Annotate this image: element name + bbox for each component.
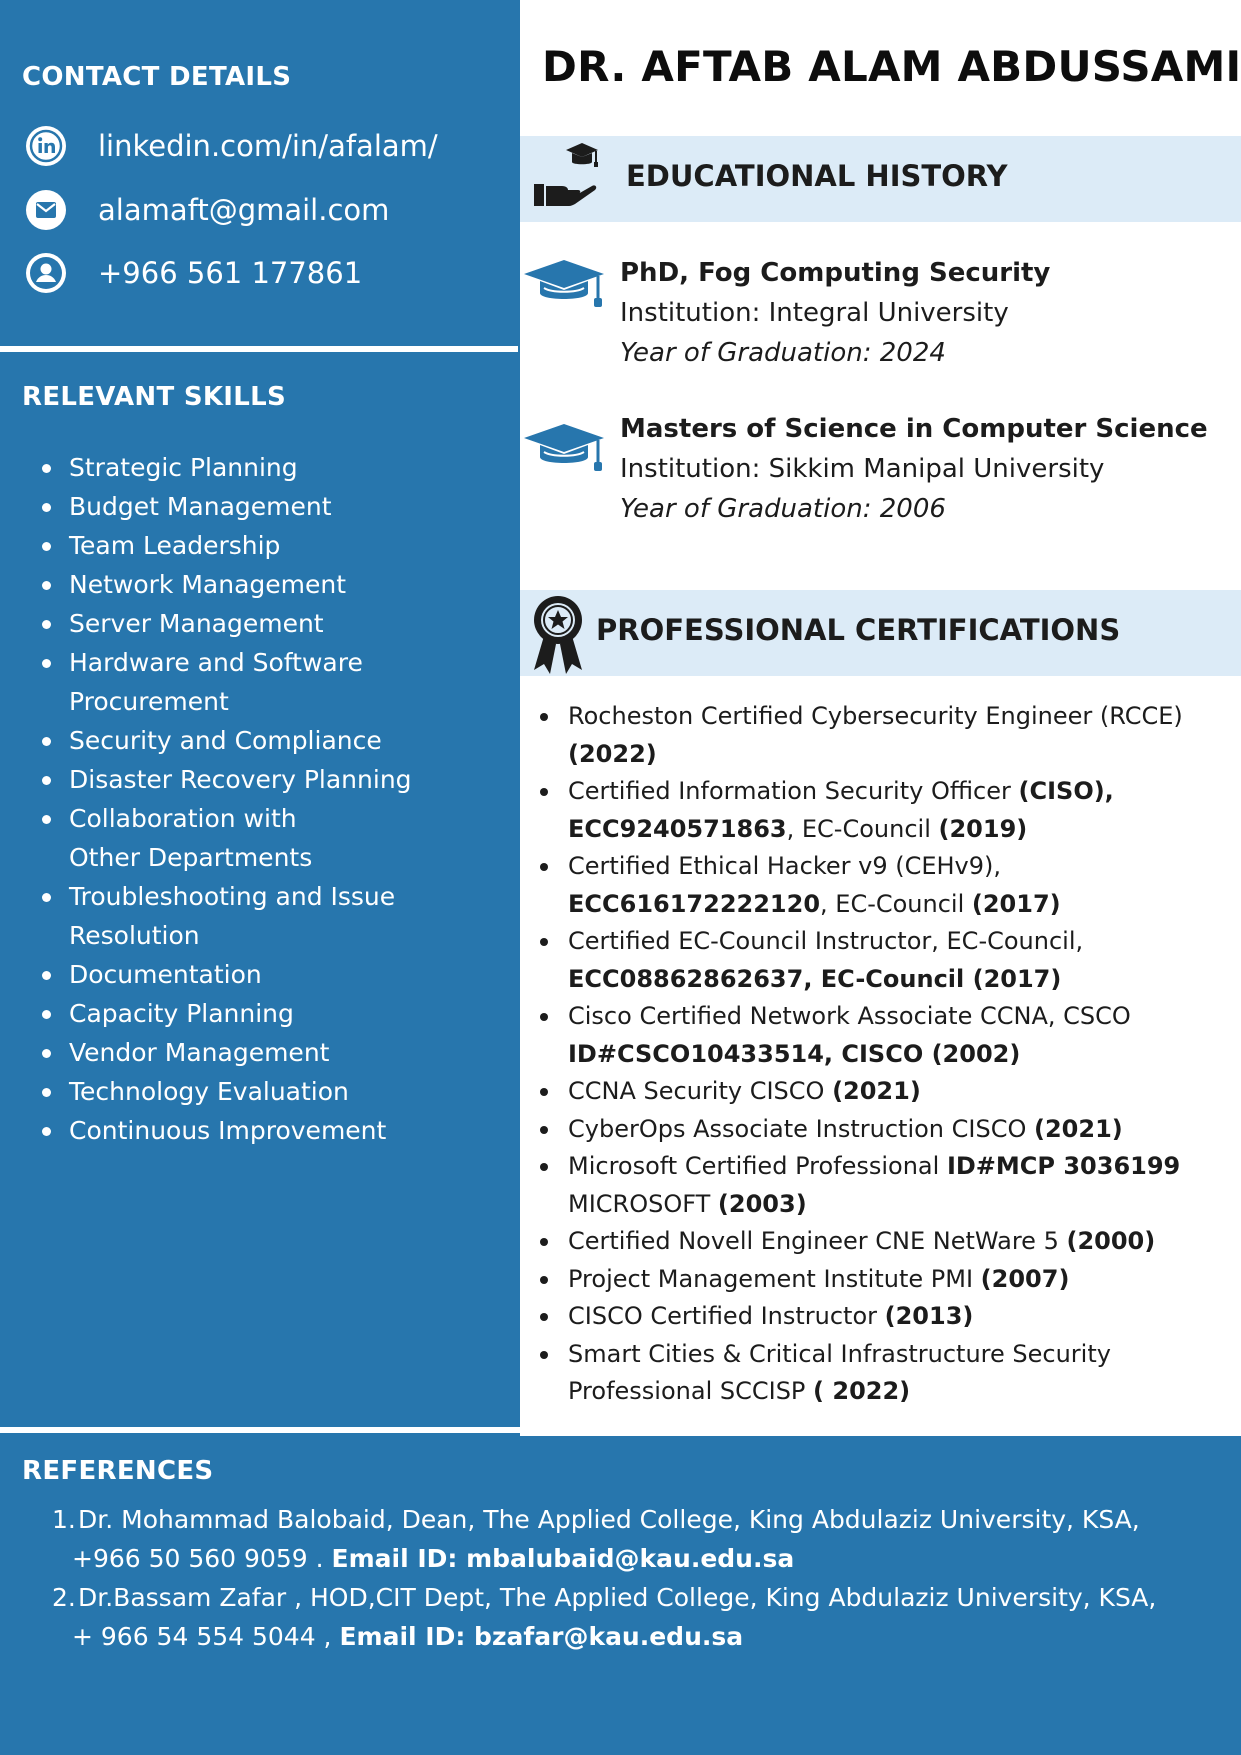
list-item: Team Leadership <box>42 526 512 565</box>
list-item: Network Management <box>42 565 512 604</box>
list-item: Project Management Institute PMI (2007) <box>520 1261 1210 1299</box>
degree-title: PhD, Fog Computing Security <box>620 258 1051 288</box>
email-icon <box>26 190 66 230</box>
contact-email[interactable] <box>26 190 390 230</box>
list-item: Documentation <box>42 955 512 994</box>
list-item: Continuous Improvement <box>42 1111 512 1150</box>
list-item: Strategic Planning <box>42 448 512 487</box>
linkedin-icon <box>26 126 66 166</box>
list-item: Certified Ethical Hacker v9 (CEHv9), ECC616172222120, EC-Council (2017) <box>520 848 1210 923</box>
institution: Institution: Integral University <box>620 298 1009 328</box>
references-divider <box>0 1427 520 1433</box>
award-ribbon-icon <box>528 592 588 676</box>
list-item: Collaboration with Other Departments <box>42 799 372 877</box>
phone-number[interactable]: +966 561 177861 <box>98 256 363 290</box>
references-list <box>52 1500 1232 1656</box>
education-header-band <box>520 136 1241 222</box>
list-item: 2. Dr.Bassam Zafar , HOD,CIT Dept, The Applied College, King Abdulaziz University, KSA, + 966 54 554 5044 , Email ID: bzafar@kau.edu.sa <box>52 1583 1157 1651</box>
list-item: CISCO Certified Instructor (2013) <box>520 1298 1210 1336</box>
certifications-header-band <box>520 590 1241 676</box>
list-item: Technology Evaluation <box>42 1072 512 1111</box>
references-heading: REFERENCES <box>22 1456 214 1486</box>
graduation-year: Year of Graduation: 2024 <box>620 338 946 368</box>
contact-details-heading: CONTACT DETAILS <box>22 62 292 92</box>
person-icon <box>26 253 66 293</box>
list-item: 1. Dr. Mohammad Balobaid, Dean, The Applied College, King Abdulaziz University, KSA, +966 50 560 9059 . Email ID: mbalubaid@kau.edu.sa <box>52 1505 1140 1573</box>
graduation-cap-icon <box>522 422 608 474</box>
linkedin-url[interactable]: linkedin.com/in/afalam/ <box>98 129 438 163</box>
page-title: DR. AFTAB ALAM ABDUSSAMI <box>542 42 1241 91</box>
degree-title: Masters of Science in Computer Science <box>620 414 1208 444</box>
list-item: Capacity Planning <box>42 994 512 1033</box>
list-item: CyberOps Associate Instruction CISCO (2021) <box>520 1111 1210 1149</box>
relevant-skills-heading: RELEVANT SKILLS <box>22 382 287 412</box>
reference-email[interactable]: Email ID: mbalubaid@kau.edu.sa <box>331 1544 795 1573</box>
contact-linkedin[interactable] <box>26 126 438 166</box>
contact-phone[interactable] <box>26 253 363 293</box>
list-item: Budget Management <box>42 487 512 526</box>
list-item: Cisco Certified Network Associate CCNA, CSCO ID#CSCO10433514, CISCO (2002) <box>520 998 1210 1073</box>
list-item: CCNA Security CISCO (2021) <box>520 1073 1210 1111</box>
certifications-list <box>520 698 1210 1411</box>
list-item: Disaster Recovery Planning <box>42 760 512 799</box>
professional-certifications-heading: PROFESSIONAL CERTIFICATIONS <box>596 613 1121 647</box>
institution: Institution: Sikkim Manipal University <box>620 454 1105 484</box>
educational-history-heading: EDUCATIONAL HISTORY <box>626 159 1008 193</box>
list-item: Security and Compliance <box>42 721 512 760</box>
list-item: Certified Novell Engineer CNE NetWare 5 (2000) <box>520 1223 1210 1261</box>
education-hand-icon <box>530 140 610 220</box>
graduation-cap-icon <box>522 258 608 310</box>
list-item: Microsoft Certified Professional ID#MCP 3036199 MICROSOFT (2003) <box>520 1148 1210 1223</box>
list-item: Hardware and Software Procurement <box>42 643 372 721</box>
list-item: Certified Information Security Officer (CISO), ECC9240571863, EC-Council (2019) <box>520 773 1210 848</box>
main-content <box>520 0 1241 1436</box>
list-item: Vendor Management <box>42 1033 512 1072</box>
email-address[interactable]: alamaft@gmail.com <box>98 193 390 227</box>
list-item: Smart Cities & Critical Infrastructure Security Professional SCCISP ( 2022) <box>520 1336 1210 1411</box>
graduation-year: Year of Graduation: 2006 <box>620 494 946 524</box>
list-item: Troubleshooting and Issue Resolution <box>42 877 412 955</box>
sidebar-divider <box>0 346 518 352</box>
reference-email[interactable]: Email ID: bzafar@kau.edu.sa <box>339 1622 744 1651</box>
list-item: Rocheston Certified Cybersecurity Engineer (RCCE) (2022) <box>520 698 1210 773</box>
skills-list <box>42 448 512 1150</box>
list-item: Server Management <box>42 604 512 643</box>
list-item: Certified EC-Council Instructor, EC-Council, ECC08862862637, EC-Council (2017) <box>520 923 1210 998</box>
